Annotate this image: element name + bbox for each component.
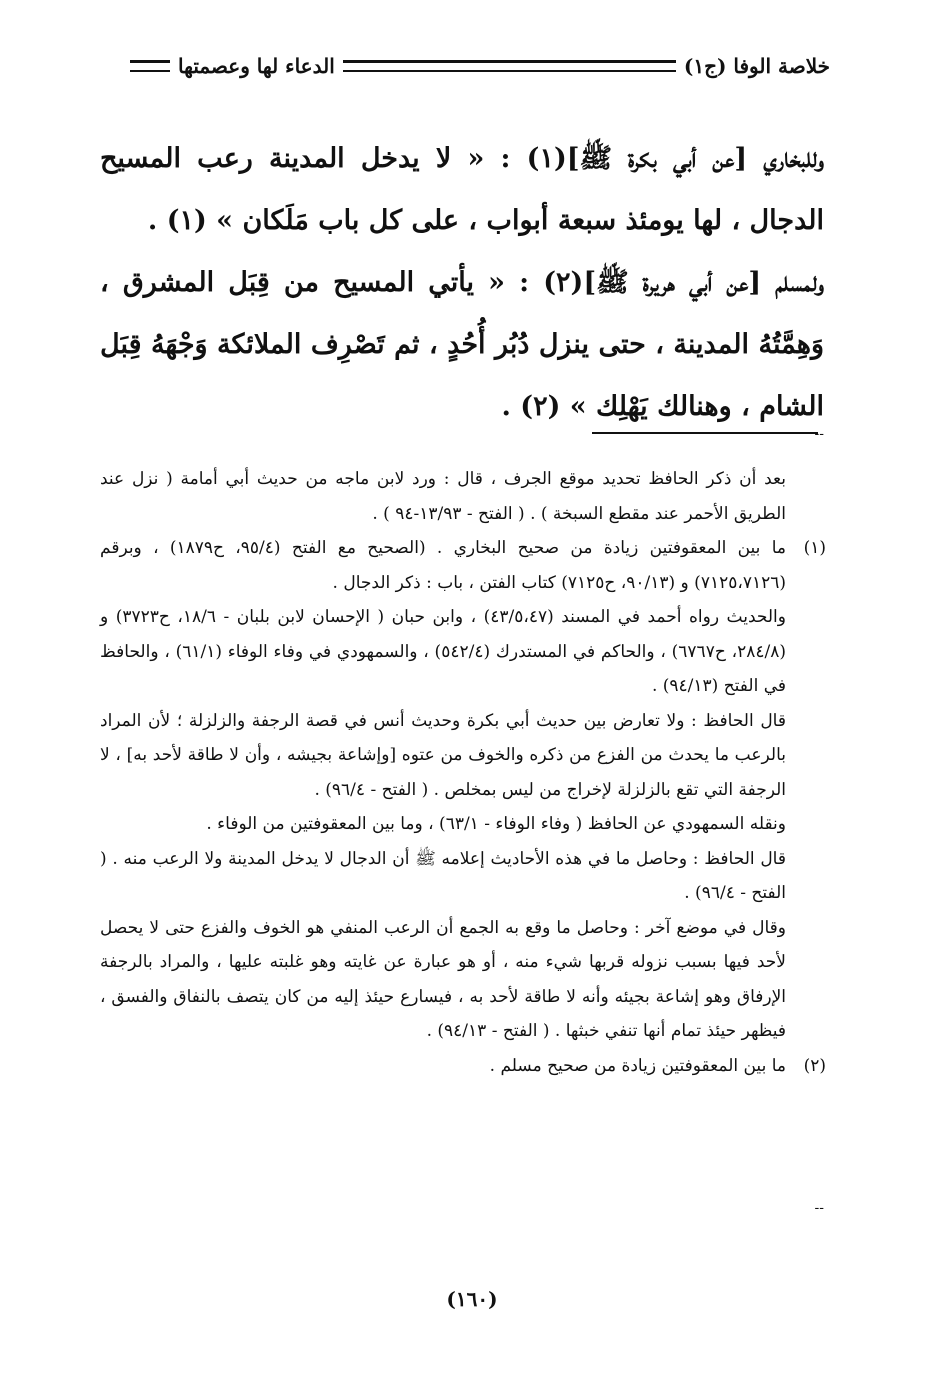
- running-header: [122, 52, 830, 80]
- footnote-1-para-f: وقال في موضع آخر : وحاصل ما وقع به الجمع أن الرعب المنفي هو الخوف والفزع حتى لا يحصل لأحد فيها بسبب نزوله قربها شيء منه ، أو هو عبارة عن غايته وهو غلبته عليها ، والمراد بالرجفة الإرفاق وهو إشاعة بجيئه وأنه لا طاقة لأحد به ، فيسارع حيئذ إليه من كان يتصف بالنفاق والفسق ، فيظهر حيئذ تمام أنها تنفي خبثها . ( الفتح - ٩٤/١٣) .: [100, 917, 786, 1041]
- header-book-title: خلاصة الوفا (ج١): [683, 54, 830, 78]
- footnote-continuation: بعد أن ذكر الحافظ تحديد موقع الجرف ، قال : ورد لابن ماجه من حديث أبي أمامة ( نزل عند الطريق الأحمر عند مقطع السبخة ) . ( الفتح - ١٣/٩٣-٩٤ ) .: [100, 469, 786, 524]
- main-paragraph-1: وللبخاري [عن أبي بكرة ﷺ](١) : « لا يدخل المدينة رعب المسيح الدجال ، لها يومئذ سبعة أبواب ، على كل باب مَلَكان » (١) .: [100, 143, 825, 236]
- separator-mark-top: --: [814, 426, 824, 442]
- footnote-2-text: ما بين المعقوفتين زيادة من صحيح مسلم .: [489, 1055, 786, 1076]
- footnotes: [100, 462, 826, 1083]
- footnote-1-number: (١): [803, 538, 826, 558]
- footnote-1: [100, 531, 826, 1049]
- footnote-1-para-b: والحديث رواه أحمد في المسند (٤٣/٥،٤٧) ، وابن حبان ( الإحسان لابن بلبان - ١٨/٦، ح٣٧٢٣) و (٢٨٤/٨، ح٦٧٦٧) ، والحاكم في المستدرك (٥٤٢/٤) ، والسمهودي في وفاء الوفاء (٦١/١) ، والحافظ في الفتح (٩٤/١٣) .: [100, 607, 786, 696]
- footnote-2-number: (٢): [803, 1055, 826, 1076]
- footnote-1-para-e: قال الحافظ : وحاصل ما في هذه الأحاديث إعلامه ﷺ أن الدجال لا يدخل المدينة ولا الرعب منه . ( الفتح - ٩٦/٤) .: [100, 848, 786, 903]
- footnote-2: [100, 1049, 826, 1084]
- footnote-separator: [592, 432, 818, 434]
- header-section-title: الدعاء لها وعصمتها: [178, 54, 335, 78]
- header-rule-end: [130, 60, 170, 72]
- separator-mark-bottom: --: [814, 1200, 824, 1216]
- main-text: [100, 128, 824, 438]
- footnote-1-para-a: ما بين المعقوفتين زيادة من صحيح البخاري . (الصحيح مع الفتح (٩٥/٤، ح١٨٧٩) ، وبرقم (٧١٢٥،٧١٢٦) و (٩٠/١٣، ح٧١٢٥) كتاب الفتن ، باب : ذكر الدجال .: [100, 538, 786, 593]
- page-number: (١٦٠): [446, 1287, 498, 1311]
- footnote-1-para-c: قال الحافظ : ولا تعارض بين حديث أبي بكرة وحديث أنس في قصة الرجفة والزلزلة ؛ لأن المراد بالرعب ما يحدث من الفزع من ذكره والخوف من عتوه [وإشاعة بجيشه ، وأن لا طاقة لأحد به] ، لا الرجفة التي تقع بالزلزلة لإخراج من ليس بمخلص . ( الفتح - ٩٦/٤) .: [100, 710, 786, 800]
- main-paragraph-2: ولمسلم [عن أبي هريرة ﷺ](٢) : « يأتي المسيح من قِبَل المشرق ، وَهِمَّتُهُ المدينة ، حتى ينزل دُبُر أُحُدٍ ، ثم تَصْرِف الملائكة وَجْهَهُ قِبَل الشام ، وهنالك يَهْلِك » (٢) .: [100, 267, 825, 422]
- footnote-1-para-d: ونقله السمهودي عن الحافظ ( وفاء الوفاء - ٦٣/١) ، وما بين المعقوفتين من الوفاء .: [206, 814, 786, 834]
- header-rule: [343, 60, 676, 72]
